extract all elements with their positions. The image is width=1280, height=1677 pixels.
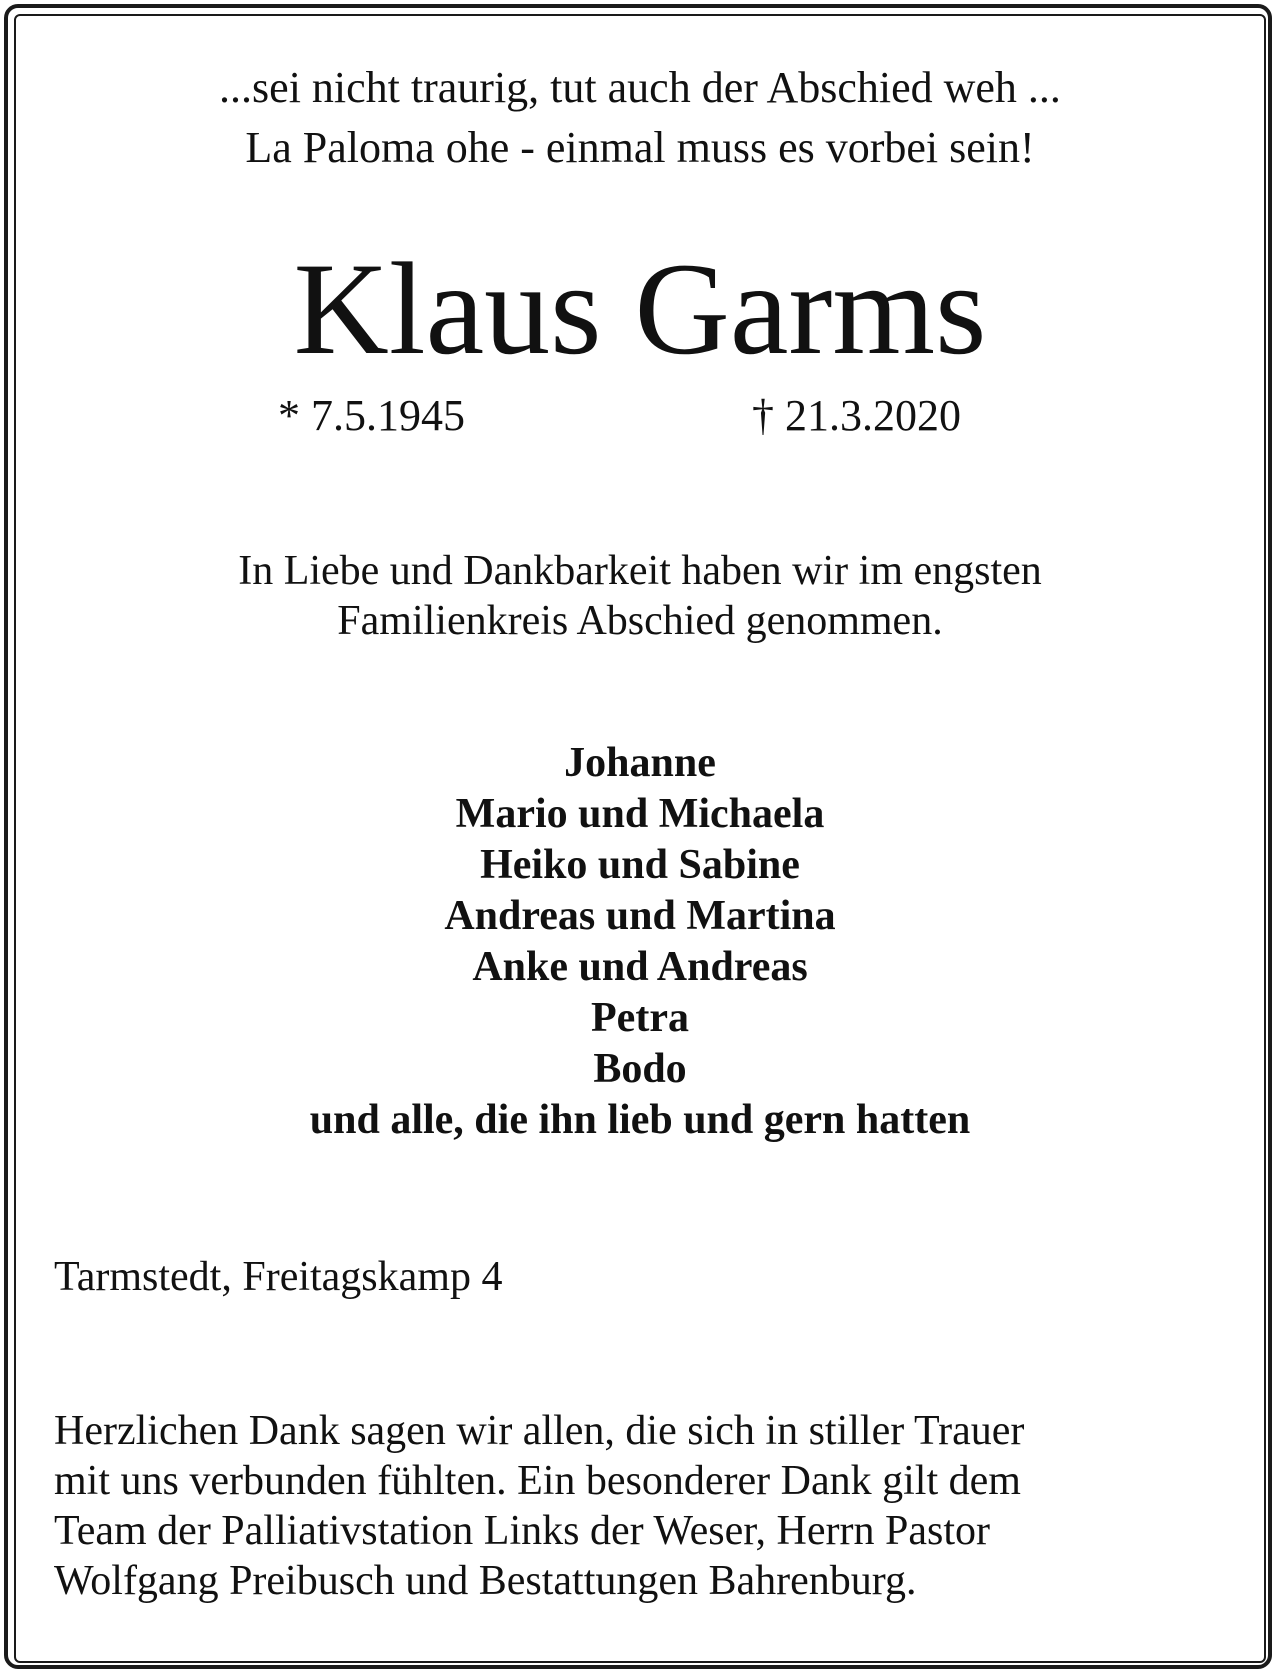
deceased-name: Klaus Garms	[293, 235, 987, 382]
mourner-entry: Bodo	[593, 1046, 687, 1092]
thanks-line: Herzlichen Dank sagen wir allen, die sich in stiller Trauer	[54, 1408, 1025, 1454]
mourner-entry: Mario und Michaela	[455, 791, 825, 837]
thanks-line: Wolfgang Preibusch und Bestattungen Bahrenburg.	[54, 1558, 917, 1604]
mourners-list	[0, 738, 1280, 1146]
mourner-entry: Heiko und Sabine	[480, 842, 800, 888]
family-address: Tarmstedt, Freitagskamp 4	[54, 1254, 503, 1300]
mourner-entry: Anke und Andreas	[472, 944, 808, 990]
thanks-line: Team der Palliativstation Links der Weser, Herrn Pastor	[54, 1508, 990, 1554]
motto-verse	[0, 58, 1280, 178]
farewell-line: In Liebe und Dankbarkeit haben wir im engsten	[238, 548, 1042, 594]
thanks-paragraph	[54, 1406, 1234, 1606]
mourner-entry: Petra	[591, 995, 689, 1041]
farewell-text	[0, 546, 1280, 646]
farewell-line: Familienkreis Abschied genommen.	[337, 598, 943, 644]
motto-line: ...sei nicht traurig, tut auch der Abschied weh ...	[219, 63, 1061, 112]
thanks-line: mit uns verbunden fühlten. Ein besonderer Dank gilt dem	[54, 1458, 1021, 1504]
mourner-entry: und alle, die ihn lieb und gern hatten	[309, 1097, 971, 1143]
mourner-entry: Andreas und Martina	[444, 893, 836, 939]
birth-date: * 7.5.1945	[278, 391, 465, 440]
mourner-entry: Johanne	[564, 740, 716, 786]
death-date: † 21.3.2020	[752, 391, 961, 440]
motto-line: La Paloma ohe - einmal muss es vorbei sein!	[245, 123, 1035, 172]
